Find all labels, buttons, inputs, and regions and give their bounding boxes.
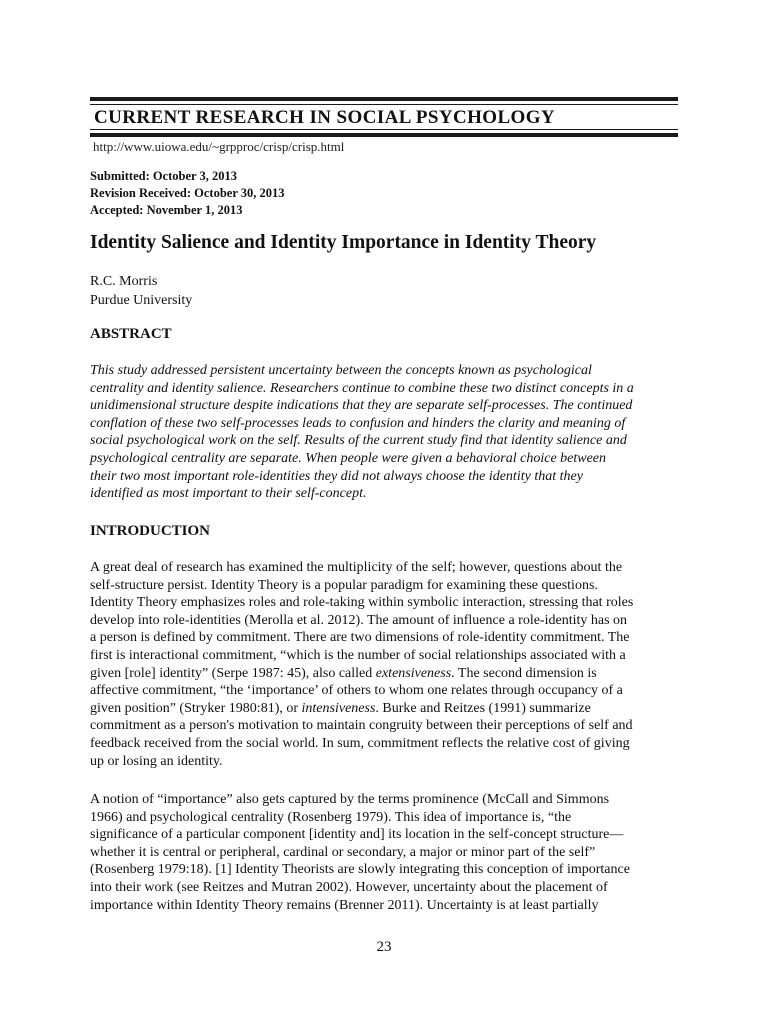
- term-intensiveness: intensiveness: [301, 700, 376, 716]
- abstract-line: centrality and identity salience. Researchers continue to combine these two distinct concepts in a: [90, 380, 634, 396]
- paragraph-line: [90, 700, 690, 718]
- abstract-heading: ABSTRACT: [90, 326, 172, 342]
- line-text: . The second dimension is: [451, 665, 597, 681]
- paragraph-line: importance within Identity Theory remains (Brenner 2011). Uncertainty is at least partially: [90, 897, 599, 913]
- journal-masthead: [90, 97, 678, 137]
- paragraph-line: up or losing an identity.: [90, 753, 223, 769]
- author-affiliation: Purdue University: [90, 293, 193, 308]
- paragraph-line: significance of a particular component [identity and] its location in the self-concept structure—: [90, 827, 624, 843]
- introduction-heading: INTRODUCTION: [90, 523, 211, 539]
- paragraph-line: commitment as a person's motivation to maintain congruity between their perceptions of self and: [90, 718, 633, 734]
- paragraph-line: affective commitment, “the ‘importance’ of others to whom one relates through occupancy of a: [90, 683, 623, 699]
- paragraph-line: into their work (see Reitzes and Mutran 2002). However, uncertainty about the placement of: [90, 879, 608, 895]
- paragraph-line: self-structure persist. Identity Theory is a popular paradigm for examining these questions.: [90, 577, 598, 593]
- line-text: . Burke and Reitzes (1991) summarize: [375, 700, 591, 716]
- author-name: R.C. Morris: [90, 274, 158, 289]
- submitted-date: Submitted: October 3, 2013: [90, 169, 237, 183]
- abstract-line: identified as most important to their self-concept.: [90, 486, 367, 502]
- paragraph-line: Identity Theory emphasizes roles and role-taking within symbolic interaction, stressing that roles: [90, 595, 634, 611]
- abstract-line: social psychological work on the self. Results of the current study find that identity salience and: [90, 433, 627, 449]
- paragraph-line: (Rosenberg 1979:18). [1] Identity Theorists are slowly integrating this conception of importance: [90, 862, 630, 878]
- term-extensiveness: extensiveness: [375, 665, 452, 681]
- abstract-text: [90, 362, 690, 503]
- line-text: given [role] identity” (Serpe 1987: 45), also called: [90, 665, 376, 681]
- abstract-line: psychological centrality are separate. When people were given a behavioral choice between: [90, 450, 607, 466]
- paragraph-line: 1966) and psychological centrality (Rosenberg 1979). This idea of importance is, “the: [90, 809, 572, 825]
- paragraph-line: A notion of “importance” also gets captured by the terms prominence (McCall and Simmons: [90, 792, 610, 807]
- paragraph-line: first is interactional commitment, “which is the number of social relationships associated with a: [90, 647, 626, 663]
- paragraph-line: develop into role-identities (Merolla et al. 2012). The amount of influence a role-identity has on: [90, 612, 628, 628]
- revision-date: Revision Received: October 30, 2013: [90, 186, 285, 200]
- abstract-line: unidimensional structure despite indications that they are separate self-processes. The continued: [90, 398, 633, 414]
- line-text: given position” (Stryker 1980:81), or: [90, 700, 302, 716]
- submission-dates: [90, 168, 285, 219]
- paper-title: Identity Salience and Identity Importance in Identity Theory: [90, 232, 597, 253]
- introduction-paragraph-1: [90, 559, 690, 770]
- introduction-paragraph-2: [90, 791, 690, 914]
- abstract-line: conflation of these two self-processes leads to confusion and hinders the clarity and meaning of: [90, 415, 626, 431]
- abstract-line: This study addressed persistent uncertainty between the concepts known as psychological: [90, 363, 592, 378]
- paragraph-line: A great deal of research has examined the multiplicity of the self; however, questions about the: [90, 560, 623, 575]
- abstract-line: their two most important role-identities they did not always choose the identity that they: [90, 468, 583, 484]
- paragraph-line: [90, 665, 690, 683]
- journal-url[interactable]: http://www.uiowa.edu/~grpproc/crisp/crisp.html: [93, 139, 345, 154]
- author-block: [90, 272, 192, 310]
- paragraph-line: whether it is central or peripheral, cardinal or secondary, a major or minor part of the self”: [90, 844, 596, 860]
- paragraph-line: feedback received from the social world. In sum, commitment reflects the relative cost of giving: [90, 735, 630, 751]
- paragraph-line: a person is defined by commitment. There are two dimensions of role-identity commitment. The: [90, 630, 630, 646]
- accepted-date: Accepted: November 1, 2013: [90, 203, 243, 217]
- journal-title: CURRENT RESEARCH IN SOCIAL PSYCHOLOGY: [94, 107, 556, 128]
- page-number: 23: [376, 939, 392, 955]
